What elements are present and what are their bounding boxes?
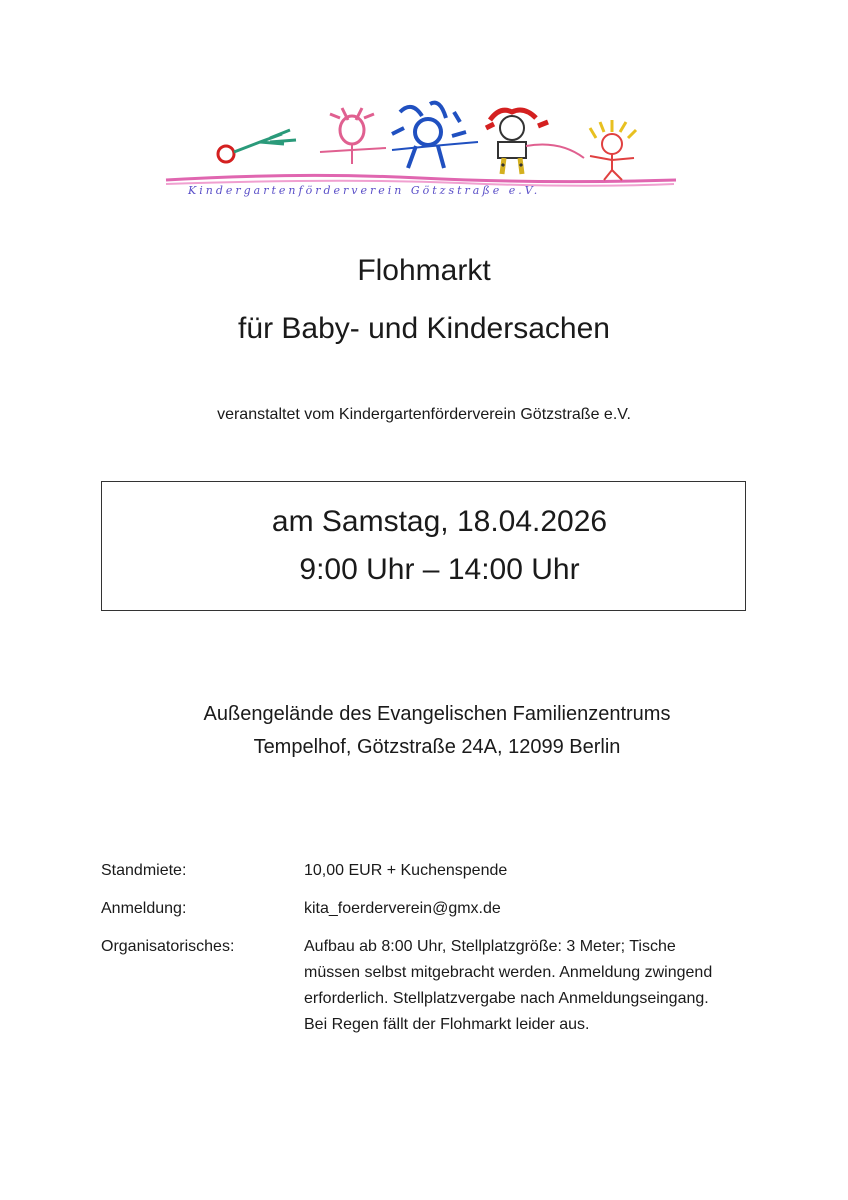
- detail-label: Anmeldung:: [101, 900, 187, 917]
- flyer-title: Flohmarkt: [357, 254, 491, 287]
- venue-address: Tempelhof, Götzstraße 24A, 12099 Berlin: [253, 736, 621, 758]
- event-date-box: [101, 481, 746, 611]
- venue-name: Außengelände des Evangelischen Familienzentrums: [203, 703, 671, 725]
- detail-value: kita_foerderverein@gmx.de: [304, 900, 501, 917]
- detail-value: 10,00 EUR + Kuchenspende: [304, 862, 508, 879]
- logo-text: Kindergartenförderverein Götzstraße e.V.: [188, 184, 541, 197]
- detail-label: Organisatorisches:: [101, 938, 235, 955]
- flyer-subtitle: für Baby- und Kindersachen: [238, 312, 610, 345]
- detail-label: Standmiete:: [101, 862, 187, 879]
- event-time: 9:00 Uhr – 14:00 Uhr: [299, 553, 580, 586]
- logo: [160, 98, 680, 202]
- detail-value: Aufbau ab 8:00 Uhr, Stellplatzgröße: 3 Meter; Tische müssen selbst mitgebracht werden. Anmeldung zwingend erforderlich. Stellplatzvergabe nach Anmeldungseingang. Bei Regen fällt der Flohmarkt leider aus.: [304, 938, 713, 1033]
- event-date: am Samstag, 18.04.2026: [271, 505, 608, 538]
- organizer-line: veranstaltet vom Kindergartenförderverein Götzstraße e.V.: [217, 406, 631, 423]
